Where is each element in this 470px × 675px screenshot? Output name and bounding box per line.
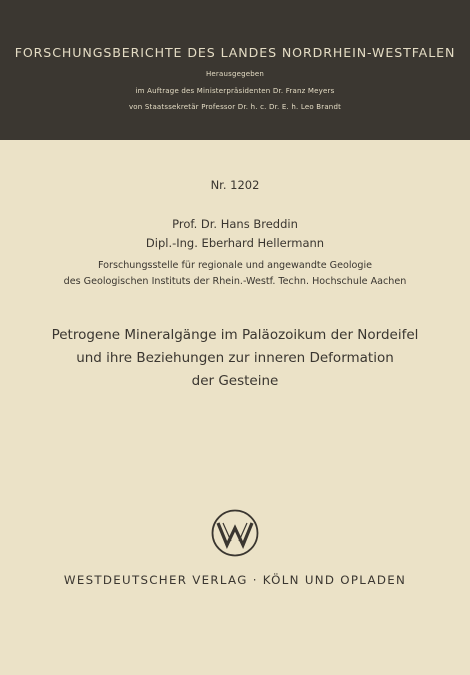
series-title: FORSCHUNGSBERICHTE DES LANDES NORDRHEIN-WESTFALEN (14, 45, 456, 60)
report-number: Nr. 1202 (210, 178, 260, 192)
publisher-w-logo-icon (210, 508, 260, 558)
header-banner (0, 0, 470, 140)
title-line-1: Petrogene Mineralgänge im Paläozoikum der Nordeifel (51, 327, 419, 343)
secretary-line: von Staatssekretär Professor Dr. h. c. Dr. E. h. Leo Brandt (128, 103, 342, 111)
institution-line-2: des Geologischen Instituts der Rhein.-Westf. Techn. Hochschule Aachen (63, 276, 407, 287)
editor-line: im Auftrage des Ministerpräsidenten Dr. Franz Meyers (135, 87, 335, 95)
author-1: Prof. Dr. Hans Breddin (172, 217, 298, 231)
title-line-3: der Gesteine (191, 373, 279, 389)
title-line-2: und ihre Beziehungen zur inneren Deformation (76, 350, 394, 366)
editor-label: Herausgegeben (205, 70, 265, 78)
publisher-line: WESTDEUTSCHER VERLAG · KÖLN UND OPLADEN (63, 573, 407, 587)
author-2: Dipl.-Ing. Eberhard Hellermann (145, 236, 325, 250)
institution-line-1: Forschungsstelle für regionale und angewandte Geologie (97, 260, 373, 271)
